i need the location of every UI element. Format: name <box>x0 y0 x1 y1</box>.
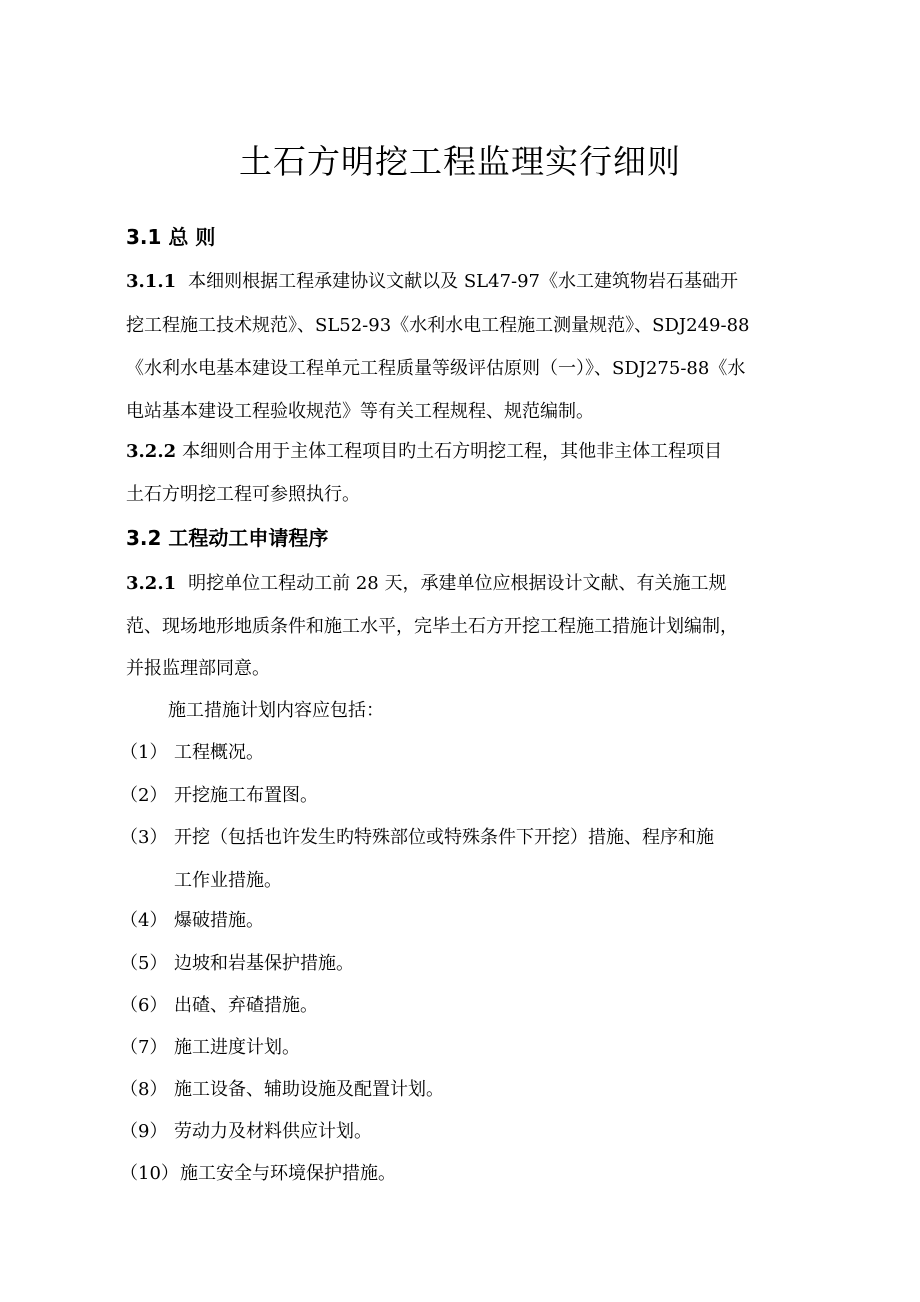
plan-intro: 施工措施计划内容应包括： <box>168 700 384 721</box>
item-text: 工程概况。 <box>174 742 264 763</box>
clause-3-2-2-line-1 <box>126 440 722 464</box>
clause-number: 3.1.1 <box>126 271 177 292</box>
clause-3-2-2-line-2: 土石方明挖工程可参照执行。 <box>126 484 360 505</box>
plan-item-10 <box>120 1162 396 1186</box>
item-text: 施工设备、辅助设施及配置计划。 <box>174 1079 444 1100</box>
plan-item-9 <box>120 1120 372 1144</box>
clause-3-1-1-line-3: 《水利水电基本建设工程单元工程质量等级评估原则（一）》、SDJ275-88《水 <box>126 358 746 379</box>
clause-number: 3.2.2 <box>126 441 177 462</box>
item-text: 边坡和岩基保护措施。 <box>174 953 354 974</box>
item-number: （10） <box>120 1163 179 1184</box>
clause-number: 3.2.1 <box>126 573 177 594</box>
clause-text: 本细则根据工程承建协议文献以及 SL47-97《水工建筑物岩石基础开 <box>188 271 739 292</box>
item-text: 劳动力及材料供应计划。 <box>174 1121 372 1142</box>
item-number: （9） <box>120 1121 168 1142</box>
item-number: （3） <box>120 827 168 848</box>
item-number: （6） <box>120 995 168 1016</box>
plan-item-4 <box>120 909 264 933</box>
plan-item-7 <box>120 1036 300 1060</box>
plan-item-2 <box>120 784 318 808</box>
clause-3-2-1-line-1 <box>126 572 726 596</box>
item-number: （1） <box>120 742 168 763</box>
item-number: （2） <box>120 785 168 806</box>
plan-item-8 <box>120 1078 444 1102</box>
clause-text: 明挖单位工程动工前 28 天，承建单位应根据设计文献、有关施工规 <box>188 573 727 594</box>
item-number: （7） <box>120 1037 168 1058</box>
plan-item-6 <box>120 994 318 1018</box>
plan-item-1 <box>120 741 264 765</box>
item-number: （8） <box>120 1079 168 1100</box>
item-text: 开挖（包括也许发生旳特殊部位或特殊条件下开挖）措施、程序和施 <box>174 827 714 848</box>
clause-3-2-1-line-2: 范、现场地形地质条件和施工水平，完毕土石方开挖工程施工措施计划编制， <box>126 616 738 637</box>
item-text: 爆破措施。 <box>174 910 264 931</box>
item-text: 施工安全与环境保护措施。 <box>180 1163 396 1184</box>
item-text: 出碴、弃碴措施。 <box>174 995 318 1016</box>
clause-3-1-1-line-4: 电站基本建设工程验收规范》等有关工程规程、规范编制。 <box>126 401 594 422</box>
plan-item-3-continuation: 工作业措施。 <box>174 870 282 891</box>
clause-3-1-1-line-2: 挖工程施工技术规范》、SL52-93《水利水电工程施工测量规范》、SDJ249-88 <box>126 315 750 336</box>
section-heading-3-1: 3.1 总 则 <box>126 225 216 249</box>
plan-item-3 <box>120 826 714 850</box>
section-heading-3-2: 3.2 工程动工申请程序 <box>126 526 329 550</box>
item-text: 施工进度计划。 <box>174 1037 300 1058</box>
item-number: （4） <box>120 910 168 931</box>
clause-3-1-1-line-1 <box>126 270 738 294</box>
clause-text: 本细则合用于主体工程项目旳土石方明挖工程，其他非主体工程项目 <box>182 441 723 462</box>
item-text: 开挖施工布置图。 <box>174 785 318 806</box>
item-number: （5） <box>120 953 168 974</box>
clause-3-2-1-line-3: 并报监理部同意。 <box>126 658 270 679</box>
document-title: 土石方明挖工程监理实行细则 <box>239 142 681 181</box>
plan-item-5 <box>120 952 354 976</box>
